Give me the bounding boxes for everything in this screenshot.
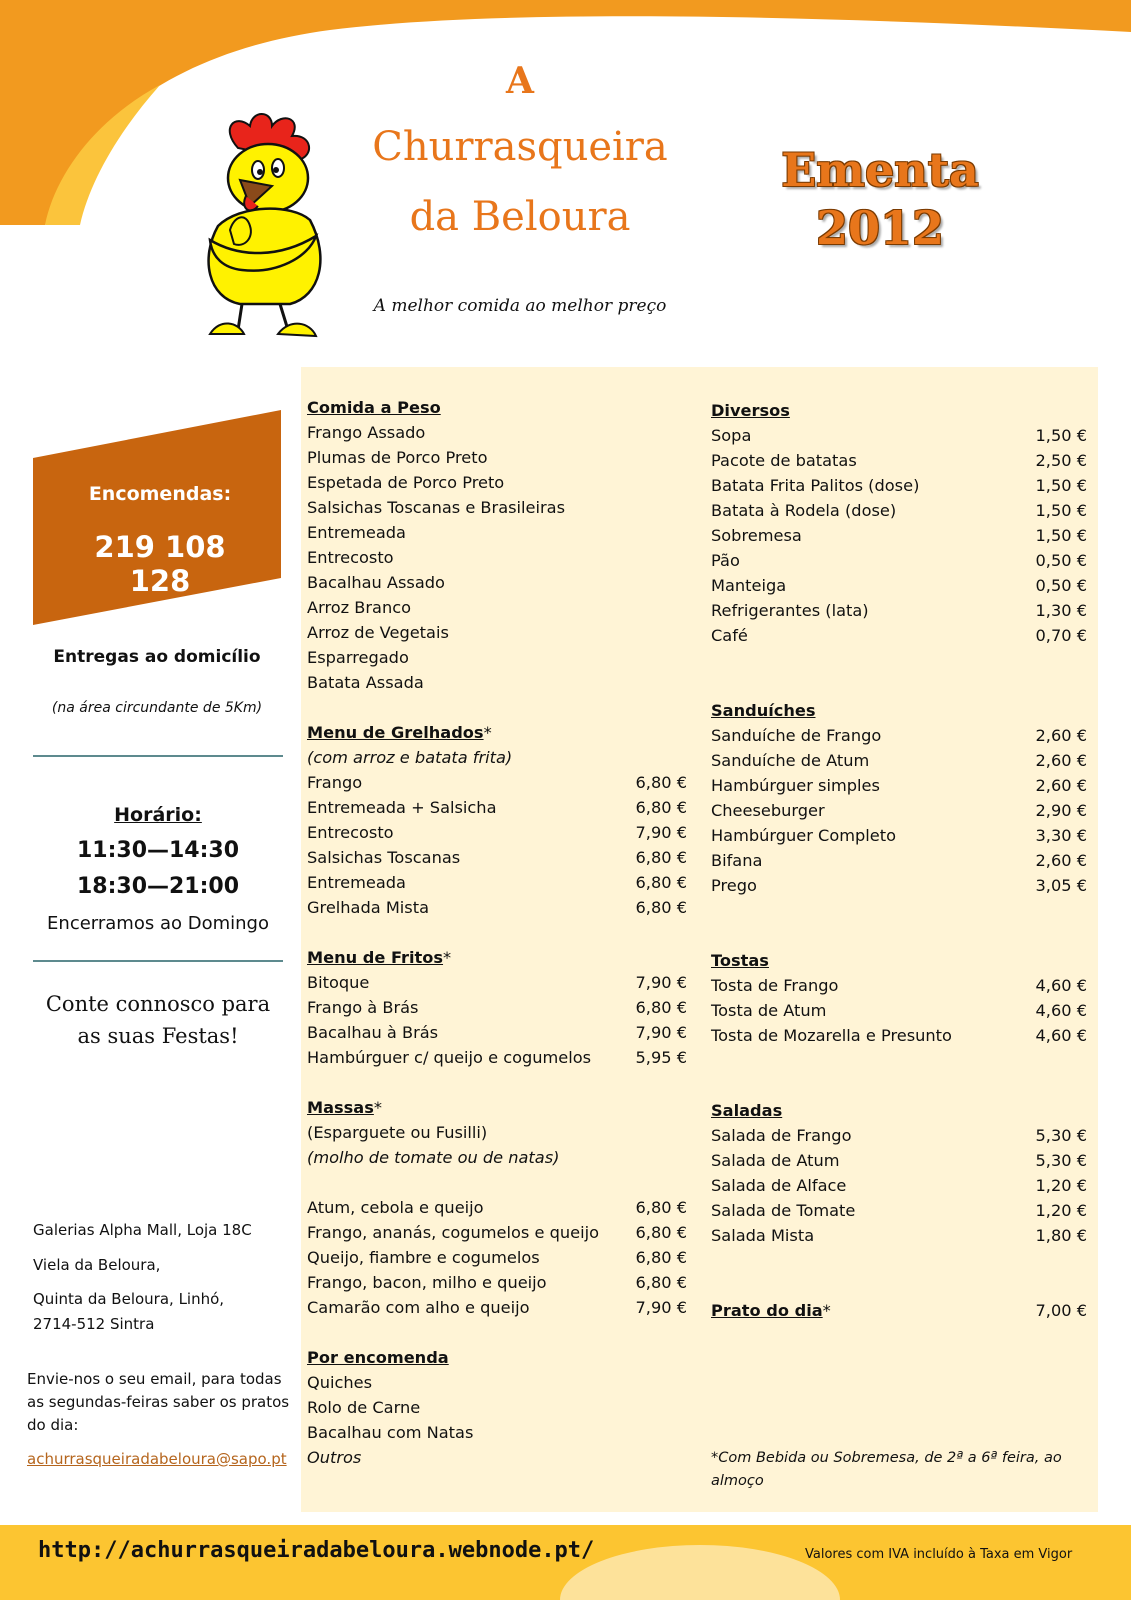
menu-item-name: Outros	[307, 1448, 362, 1467]
menu-item-name: Entremeada	[307, 873, 406, 892]
menu-section-heading	[307, 395, 441, 420]
closed-note: Encerramos ao Domingo	[47, 913, 269, 934]
menu-item-name: Frango, ananás, cogumelos e queijo	[307, 1223, 599, 1242]
menu-item	[711, 723, 881, 748]
menu-item	[307, 1045, 591, 1070]
menu-item-name: Tosta de Frango	[711, 976, 839, 995]
hours-lunch: 11:30—14:30	[76, 838, 240, 863]
restaurant-title-line-1: A	[506, 60, 534, 102]
address-line: Galerias Alpha Mall, Loja 18C	[33, 1221, 252, 1239]
menu-item-price: 1,50 €	[1035, 426, 1087, 445]
menu-item-name: Entremeada	[307, 523, 406, 542]
asterisk-mark: *	[483, 723, 492, 742]
menu-item	[307, 1020, 438, 1045]
menu-item	[711, 1023, 952, 1048]
menu-item	[711, 523, 802, 548]
menu-item	[711, 1198, 855, 1223]
email-intro	[27, 1368, 297, 1437]
slogan: A melhor comida ao melhor preço	[373, 296, 667, 316]
menu-item	[711, 573, 786, 598]
menu-item	[307, 1420, 473, 1445]
menu-item-price: 5,95 €	[635, 1048, 687, 1067]
menu-section-heading	[711, 1298, 831, 1323]
menu-item-price: 1,50 €	[1035, 526, 1087, 545]
section-title: Por encomenda	[307, 1348, 449, 1367]
menu-item-name: Rolo de Carne	[307, 1398, 421, 1417]
menu-item-name: Frango	[307, 773, 363, 792]
menu-item	[711, 448, 857, 473]
menu-item	[711, 423, 751, 448]
address-line: 2714-512 Sintra	[33, 1315, 155, 1333]
menu-item-name: Hambúrguer Completo	[711, 826, 897, 845]
section-title: Diversos	[711, 401, 790, 420]
menu-item-price: 6,80 €	[635, 1198, 687, 1217]
menu-item-name: (com arroz e batata frita)	[307, 748, 513, 767]
parties-note	[33, 988, 283, 1052]
menu-item-name: Tosta de Atum	[711, 1001, 827, 1020]
menu-item-price: 7,00 €	[1035, 1301, 1087, 1320]
parties-line: as suas Festas!	[77, 1024, 239, 1048]
menu-item-price: 7,90 €	[635, 1298, 687, 1317]
menu-item	[307, 970, 369, 995]
menu-note	[307, 745, 512, 770]
menu-item-price: 6,80 €	[635, 898, 687, 917]
menu-item-name: Salada de Atum	[711, 1151, 840, 1170]
menu-item	[711, 473, 919, 498]
menu-item	[307, 1370, 372, 1395]
menu-item	[307, 1295, 529, 1320]
menu-item	[711, 848, 762, 873]
asterisk-mark: *	[822, 1301, 831, 1320]
restaurant-title-line-2: Churrasqueira	[372, 124, 668, 170]
menu-item	[307, 645, 409, 670]
menu-item-name: Salada de Alface	[711, 1176, 847, 1195]
menu-item-name: Salsichas Toscanas e Brasileiras	[307, 498, 566, 517]
menu-item	[711, 748, 869, 773]
menu-item-price: 1,50 €	[1035, 501, 1087, 520]
menu-item-name: Bacalhau Assado	[307, 573, 445, 592]
menu-item-price: 1,20 €	[1035, 1201, 1087, 1220]
delivery-title: Entregas ao domicílio	[53, 647, 261, 667]
menu-item-price: 4,60 €	[1035, 1026, 1087, 1045]
menu-item	[307, 620, 449, 645]
menu-item-name: Entrecosto	[307, 823, 394, 842]
menu-item-name: Salada Mista	[711, 1226, 815, 1245]
section-title: Massas	[307, 1098, 374, 1117]
menu-item	[307, 595, 411, 620]
email-intro-line: do dia:	[27, 1416, 79, 1434]
divider	[33, 960, 283, 962]
menu-note	[307, 1445, 361, 1470]
section-title: Tostas	[711, 951, 769, 970]
hours-title: Horário:	[114, 804, 202, 826]
menu-section-heading	[307, 945, 451, 970]
menu-section-heading	[307, 1345, 449, 1370]
menu-item-name: Salada de Tomate	[711, 1201, 856, 1220]
menu-item	[307, 1245, 540, 1270]
menu-item	[307, 1395, 420, 1420]
menu-item-price: 6,80 €	[635, 1248, 687, 1267]
menu-item	[307, 1195, 484, 1220]
restaurant-title-line-3: da Beloura	[409, 194, 631, 240]
menu-item	[307, 570, 445, 595]
menu-item-name: Prego	[711, 876, 757, 895]
asterisk-mark: *	[443, 948, 452, 967]
menu-item-name: Pão	[711, 551, 740, 570]
menu-item-name: Entrecosto	[307, 548, 394, 567]
menu-item	[307, 470, 504, 495]
menu-item	[307, 1120, 487, 1145]
menu-item-name: Hambúrguer c/ queijo e cogumelos	[307, 1048, 592, 1067]
delivery-note: (na área circundante de 5Km)	[51, 700, 263, 716]
menu-item-name: Bitoque	[307, 973, 370, 992]
menu-item	[307, 870, 406, 895]
menu-item-price: 7,90 €	[635, 973, 687, 992]
menu-item	[307, 670, 424, 695]
menu-item-price: 2,60 €	[1035, 751, 1087, 770]
footnote: *Com Bebida ou Sobremesa, de 2ª a 6ª feira, ao almoço	[711, 1450, 1062, 1489]
menu-item-name: Sanduíche de Atum	[711, 751, 870, 770]
menu-item-price: 2,90 €	[1035, 801, 1087, 820]
section-title: Menu de Fritos	[307, 948, 444, 967]
order-label: Encomendas:	[88, 483, 232, 505]
menu-section-heading	[711, 948, 769, 973]
menu-item	[711, 1123, 851, 1148]
menu-item	[307, 520, 406, 545]
menu-item	[711, 1148, 840, 1173]
menu-item-price: 5,30 €	[1035, 1126, 1087, 1145]
menu-item-name: Tosta de Mozarella e Presunto	[711, 1026, 952, 1045]
menu-item-name: Bacalhau à Brás	[307, 1023, 439, 1042]
menu-item	[307, 445, 488, 470]
menu-item-price: 6,80 €	[635, 1273, 687, 1292]
menu-item	[711, 548, 740, 573]
email-intro-line: as segundas-feiras saber os pratos	[27, 1393, 290, 1411]
menu-item-name: Entremeada + Salsicha	[307, 798, 497, 817]
menu-item-name: Refrigerantes (lata)	[711, 601, 869, 620]
menu-item-price: 4,60 €	[1035, 1001, 1087, 1020]
address-line: Quinta da Beloura, Linhó,	[33, 1290, 225, 1308]
menu-item-price: 0,70 €	[1035, 626, 1087, 645]
menu-item	[711, 1173, 846, 1198]
menu-item-name: Esparregado	[307, 648, 409, 667]
menu-item	[307, 995, 418, 1020]
section-title: Saladas	[711, 1101, 783, 1120]
menu-section-heading	[307, 720, 492, 745]
menu-section-heading	[711, 398, 790, 423]
menu-item-name: Plumas de Porco Preto	[307, 448, 488, 467]
menu-item-name: Espetada de Porco Preto	[307, 473, 505, 492]
menu-item-name: Batata à Rodela (dose)	[711, 501, 897, 520]
menu-item-price: 3,30 €	[1035, 826, 1087, 845]
menu-item	[307, 495, 565, 520]
menu-item	[711, 998, 826, 1023]
menu-item	[711, 823, 896, 848]
menu-item-price: 2,60 €	[1035, 851, 1087, 870]
section-title: Menu de Grelhados	[307, 723, 484, 742]
parties-line: Conte connosco para	[45, 992, 271, 1016]
menu-item-name: Salada de Frango	[711, 1126, 852, 1145]
menu-note	[307, 1145, 559, 1170]
address-line: Viela da Beloura,	[33, 1256, 161, 1274]
menu-item-price: 1,80 €	[1035, 1226, 1087, 1245]
menu-item-price: 0,50 €	[1035, 551, 1087, 570]
menu-item-name: (molho de tomate ou de natas)	[307, 1148, 560, 1167]
vat-note: Valores com IVA incluído à Taxa em Vigor	[805, 1547, 1073, 1562]
menu-item	[307, 820, 394, 845]
menu-item-name: Sopa	[711, 426, 752, 445]
menu-item-name: Camarão com alho e queijo	[307, 1298, 530, 1317]
menu-item	[307, 845, 460, 870]
menu-item	[307, 420, 425, 445]
menu-item	[307, 895, 429, 920]
menu-item-name: (Esparguete ou Fusilli)	[307, 1123, 488, 1142]
menu-item-name: Hambúrguer simples	[711, 776, 880, 795]
menu-item-name: Queijo, fiambre e cogumelos	[307, 1248, 540, 1267]
menu-item-price: 1,20 €	[1035, 1176, 1087, 1195]
menu-item-name: Arroz de Vegetais	[307, 623, 449, 642]
menu-year: 2012	[815, 201, 945, 255]
menu-item	[711, 873, 757, 898]
menu-item-name: Sanduíche de Frango	[711, 726, 882, 745]
menu-item	[307, 795, 497, 820]
menu-item-name: Sobremesa	[711, 526, 802, 545]
menu-item	[307, 770, 362, 795]
menu-item-price: 6,80 €	[635, 998, 687, 1017]
menu-item-price: 5,30 €	[1035, 1151, 1087, 1170]
menu-item	[711, 798, 825, 823]
menu-item-price: 2,50 €	[1035, 451, 1087, 470]
menu-item	[711, 498, 896, 523]
menu-item-name: Batata Frita Palitos (dose)	[711, 476, 920, 495]
menu-item-name: Frango, bacon, milho e queijo	[307, 1273, 547, 1292]
menu-item	[711, 1223, 814, 1248]
section-title: Comida a Peso	[307, 398, 441, 417]
menu-item-price: 4,60 €	[1035, 976, 1087, 995]
asterisk-mark: *	[373, 1098, 382, 1117]
menu-item	[307, 545, 394, 570]
menu-item-name: Grelhada Mista	[307, 898, 429, 917]
section-title: Prato do dia	[711, 1301, 823, 1320]
menu-item	[307, 1220, 599, 1245]
menu-section-heading	[711, 1098, 782, 1123]
menu-word: Ementa	[781, 143, 979, 197]
menu-item-name: Arroz Branco	[307, 598, 412, 617]
email-intro-line: Envie-nos o seu email, para todas	[27, 1370, 282, 1388]
menu-item	[711, 773, 880, 798]
menu-item-price: 6,80 €	[635, 848, 687, 867]
menu-item-name: Frango Assado	[307, 423, 426, 442]
email-link[interactable]: achurrasqueiradabeloura@sapo.pt	[27, 1450, 287, 1468]
menu-item-price: 0,50 €	[1035, 576, 1087, 595]
menu-item-name: Batata Assada	[307, 673, 424, 692]
menu-item-price: 2,60 €	[1035, 776, 1087, 795]
menu-item-price: 6,80 €	[635, 1223, 687, 1242]
menu-item-price: 1,30 €	[1035, 601, 1087, 620]
menu-item-price: 7,90 €	[635, 823, 687, 842]
menu-section-heading	[711, 698, 816, 723]
section-title: Sanduíches	[711, 701, 816, 720]
menu-item	[307, 1270, 547, 1295]
menu-item-price: 6,80 €	[635, 873, 687, 892]
hours-dinner: 18:30—21:00	[76, 874, 240, 899]
menu-item-name: Bacalhau com Natas	[307, 1423, 474, 1442]
order-phone[interactable]: 219 108 128	[94, 530, 226, 598]
menu-item-price: 1,50 €	[1035, 476, 1087, 495]
menu-item-price: 2,60 €	[1035, 726, 1087, 745]
menu-item	[711, 973, 838, 998]
menu-item-name: Manteiga	[711, 576, 787, 595]
footer-decoration	[555, 1525, 845, 1600]
menu-item-price: 7,90 €	[635, 1023, 687, 1042]
menu-item-name: Bifana	[711, 851, 763, 870]
menu-item-name: Café	[711, 626, 748, 645]
menu-item-name: Salsichas Toscanas	[307, 848, 461, 867]
menu-item-name: Quiches	[307, 1373, 373, 1392]
menu-section-heading	[307, 1095, 382, 1120]
menu-panel	[301, 367, 1098, 1512]
menu-item-price: 6,80 €	[635, 773, 687, 792]
menu-item-name: Cheeseburger	[711, 801, 825, 820]
menu-item-name: Frango à Brás	[307, 998, 419, 1017]
menu-item-name: Pacote de batatas	[711, 451, 857, 470]
menu-item-price: 6,80 €	[635, 798, 687, 817]
menu-item-name: Atum, cebola e queijo	[307, 1198, 484, 1217]
website-link[interactable]: http://achurrasqueiradabeloura.webnode.pt/	[38, 1538, 595, 1563]
menu-item	[711, 623, 748, 648]
divider	[33, 755, 283, 757]
menu-item	[711, 598, 869, 623]
menu-item-price: 3,05 €	[1035, 876, 1087, 895]
